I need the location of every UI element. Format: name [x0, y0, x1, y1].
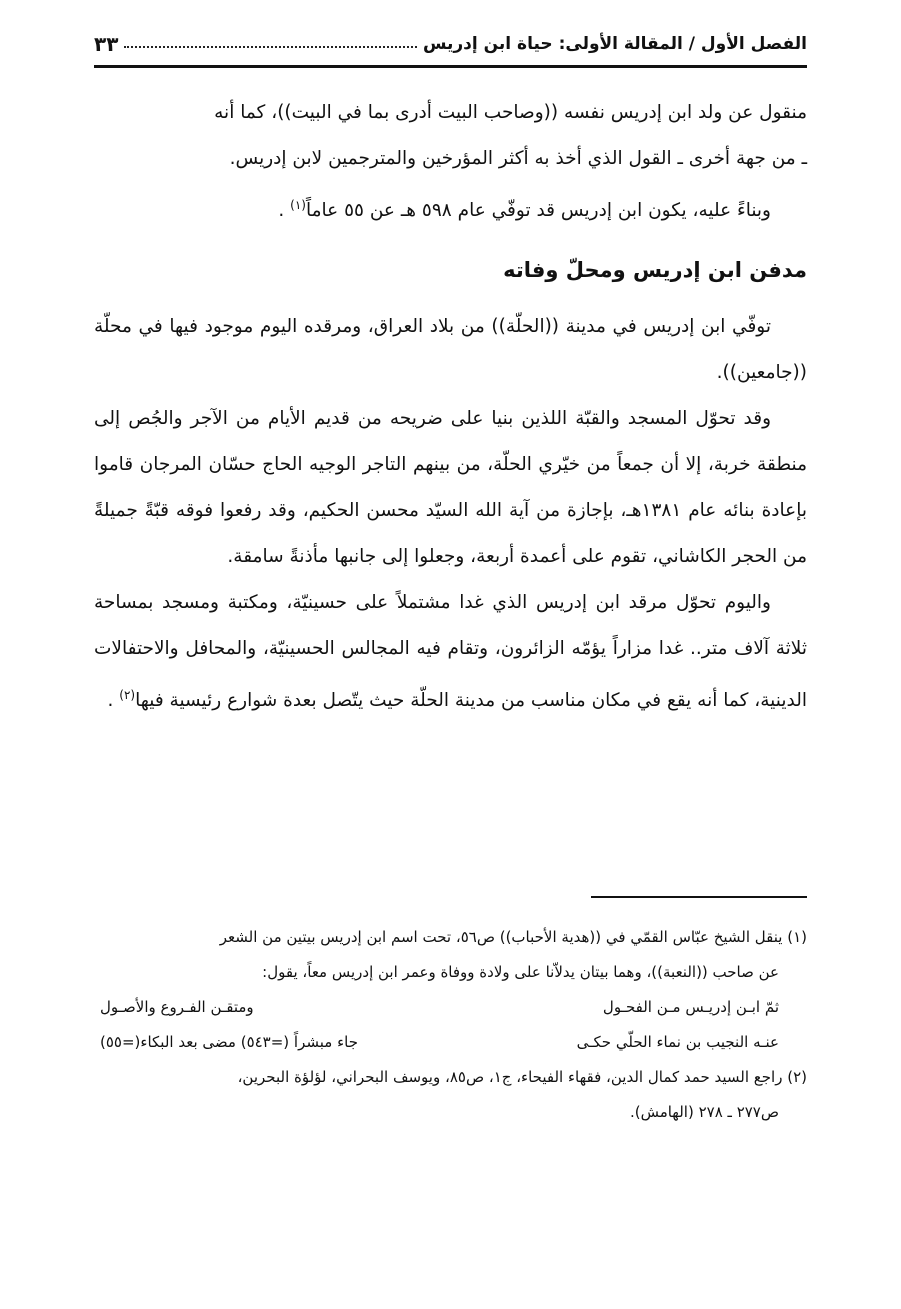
page-number: ٣٣: [94, 32, 119, 56]
header-rule: [94, 65, 807, 68]
verse-line: [94, 1025, 807, 1060]
hemistich: جاء مبشراً (=٥٤٣) مضى بعد البكاء(=٥٥): [100, 1033, 358, 1051]
footnotes: [94, 920, 807, 1130]
text-span: واليوم تحوّل مرقد ابن إدريس الذي غدا مشتملاً على حسينيّة، ومكتبة ومسجد بمساحة ثلاثة آلاف متر.. غدا مزاراً يؤمّه الزائرون، وتقام فيه المجالس الحسينيّة، والمحافل والاحتفالات الدينية، كما أنه يقع في مكان مناسب من مدينة الحلّة حيث يتّصل بعدة شوارع رئيسية فيها: [94, 592, 807, 712]
footnote-1-continuation: عن صاحب ((النعبة))، وهما بيتان يدلاّنا على ولادة ووفاة وعمر ابن إدريس معاً، يقول:: [262, 963, 779, 981]
footnote-ref-2[interactable]: (٢): [119, 688, 136, 702]
opening-paragraph: [94, 90, 807, 234]
text-span: .: [107, 690, 114, 712]
section-body: [94, 304, 807, 724]
text-span: وبناءً عليه، يكون ابن إدريس قد توفّي عام ٥٩٨ هـ عن ٥٥ عاماً: [305, 200, 771, 222]
running-header: [94, 24, 807, 64]
paragraph: وقد تحوّل المسجد والقبّة اللذين بنيا على ضريحه من قديم الأيام من الآجر والجُص إلى منطقة خربة، إلا أن جمعاً من خيّري الحلّة، من بينهم التاجر الوجيه الحاج حسّان المرجان قاموا بإعادة بنائه عام ١٣٨١هـ، بإجازة من آية الله السيّد محسن الحكيم، وقد رفعوا فوقه قبّةً جميلةً من الحجر الكاشاني، تقوم على أعمدة أربعة، وجعلوا إلى جانبها مأذنةً سامقة.: [94, 408, 807, 567]
paragraph: [94, 580, 807, 724]
chapter-title: الفصل الأول / المقالة الأولى: حياة ابن إدريس: [422, 34, 807, 54]
paragraph: توفّي ابن إدريس في مدينة ((الحلّة)) من بلاد العراق، ومرقده اليوم موجود فيها في محلّة ((جامعين)).: [94, 316, 807, 383]
hemistich: عنـه النجيب بن نماء الحلّي حكـى: [576, 1033, 779, 1051]
text-line: ـ من جهة أخرى ـ القول الذي أخذ به أكثر المؤرخين والمترجمين لابن إدريس.: [229, 148, 807, 169]
text-line: منقول عن ولد ابن إدريس نفسه ((وصاحب البيت أدرى بما في البيت))، كما أنه: [214, 102, 807, 123]
section-heading: مدفن ابن إدريس ومحلّ وفاته: [503, 258, 807, 282]
footnote-2: (٢) راجع السيد حمد كمال الدين، فقهاء الفيحاء، ج١، ص٨٥، ويوسف البحراني، لؤلؤة البحرين،: [237, 1068, 807, 1086]
text-line: [94, 182, 807, 234]
footnote-2-continuation: ص٢٧٧ ـ ٢٧٨ (الهامش).: [629, 1103, 779, 1121]
footnote-1: (١) ينقل الشيخ عبّاس القمّي في ((هدية الأحباب)) ص٥٦، تحت اسم ابن إدريس بيتين من الشعر: [219, 928, 807, 946]
hemistich: ومتقـن الفـروع والأصـول: [100, 998, 254, 1016]
footnote-ref-1[interactable]: (١): [290, 198, 306, 212]
leader-dots: [124, 46, 417, 48]
hemistich: ثمّ ابـن إدريـس مـن الفحـول: [602, 998, 779, 1016]
text-span: .: [278, 200, 285, 222]
footnote-separator: [591, 896, 807, 898]
verse-line: [94, 990, 807, 1025]
